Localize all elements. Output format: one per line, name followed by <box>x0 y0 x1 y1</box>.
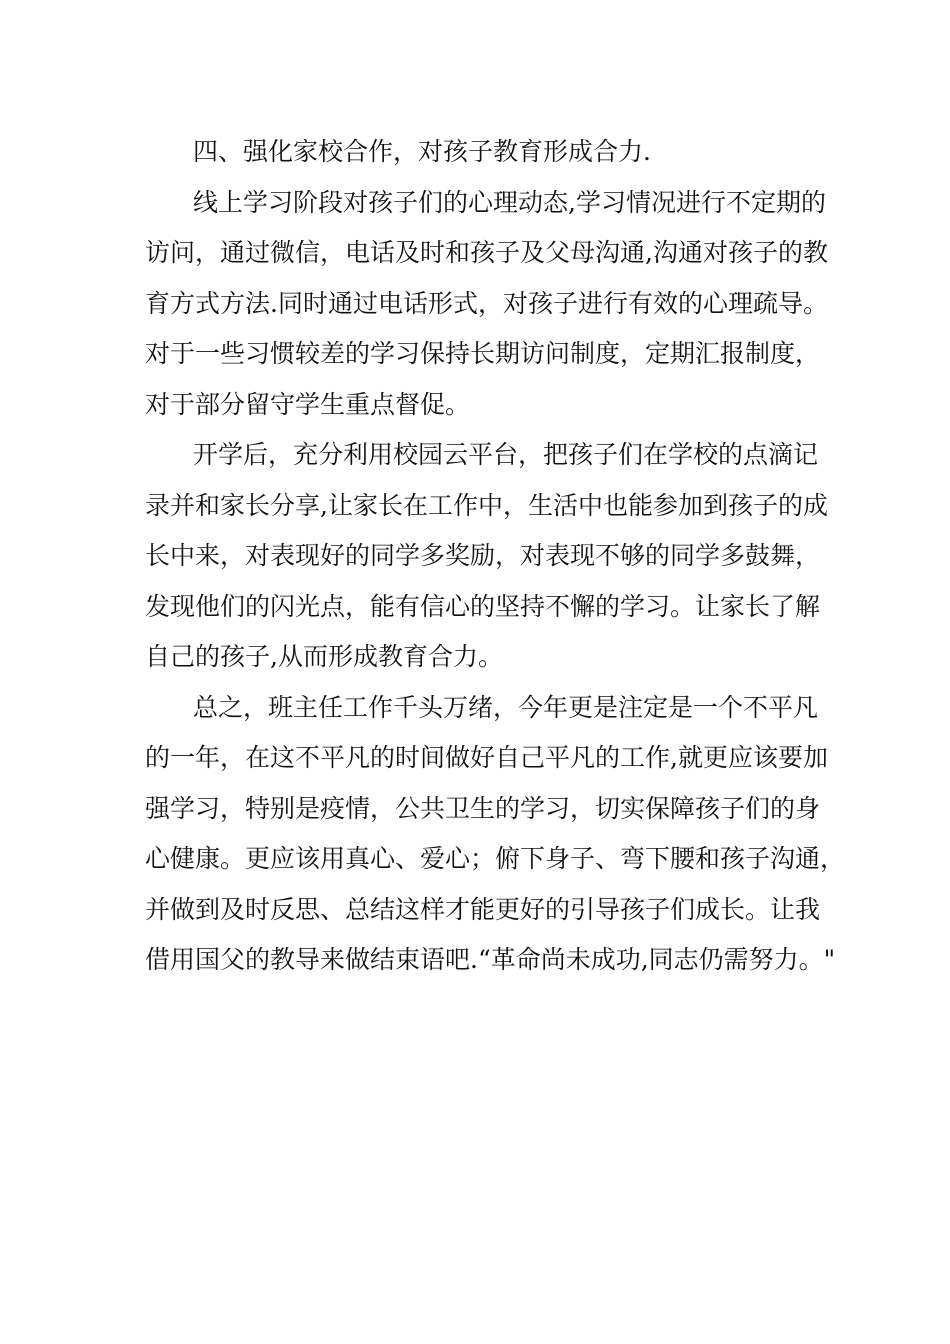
paragraph-line: 长中来，对表现好的同学多奖励，对表现不够的同学多鼓舞， <box>145 541 821 570</box>
paragraph-line: 对于部分留守学生重点督促。 <box>145 389 471 419</box>
paragraph-line: 线上学习阶段对孩子们的心理动态,学习情况进行不定期的 <box>193 187 826 217</box>
paragraph-line: 发现他们的闪光点，能有信心的坚持不懈的学习。让家长了解 <box>145 591 821 621</box>
paragraph-line: 育方式方法.同时通过电话形式，对孩子进行有效的心理疏导。 <box>145 288 828 318</box>
paragraph-line: 心健康。更应该用真心、爱心；俯下身子、弯下腰和孩子沟通， <box>145 844 846 873</box>
section-heading: 四、强化家校合作，对孩子教育形成合力. <box>193 137 651 166</box>
paragraph-line: 访问，通过微信，电话及时和孩子及父母沟通,沟通对孩子的教 <box>145 238 828 267</box>
paragraph-line: 总之，班主任工作千头万绪，今年更是注定是一个不平凡 <box>193 692 819 722</box>
paragraph-line: 自己的孩子,从而形成教育合力。 <box>145 642 503 671</box>
paragraph-line: 借用国父的教导来做结束语吧.“革命尚未成功,同志仍需努力。" <box>145 945 836 974</box>
paragraph-line: 强学习，特别是疫情，公共卫生的学习，切实保障孩子们的身 <box>145 793 821 823</box>
document-body <box>145 127 846 986</box>
paragraph-line: 的一年，在这不平凡的时间做好自己平凡的工作,就更应该要加 <box>145 743 828 772</box>
paragraph-line: 对于一些习惯较差的学习保持长期访问制度，定期汇报制度， <box>145 339 821 368</box>
paragraph-line: 录并和家长分享,让家长在工作中，生活中也能参加到孩子的成 <box>145 490 828 520</box>
paragraph-line: 并做到及时反思、总结这样才能更好的引导孩子们成长。让我 <box>145 894 821 924</box>
paragraph-line: 开学后，充分利用校园云平台，把孩子们在学校的点滴记 <box>193 440 819 469</box>
